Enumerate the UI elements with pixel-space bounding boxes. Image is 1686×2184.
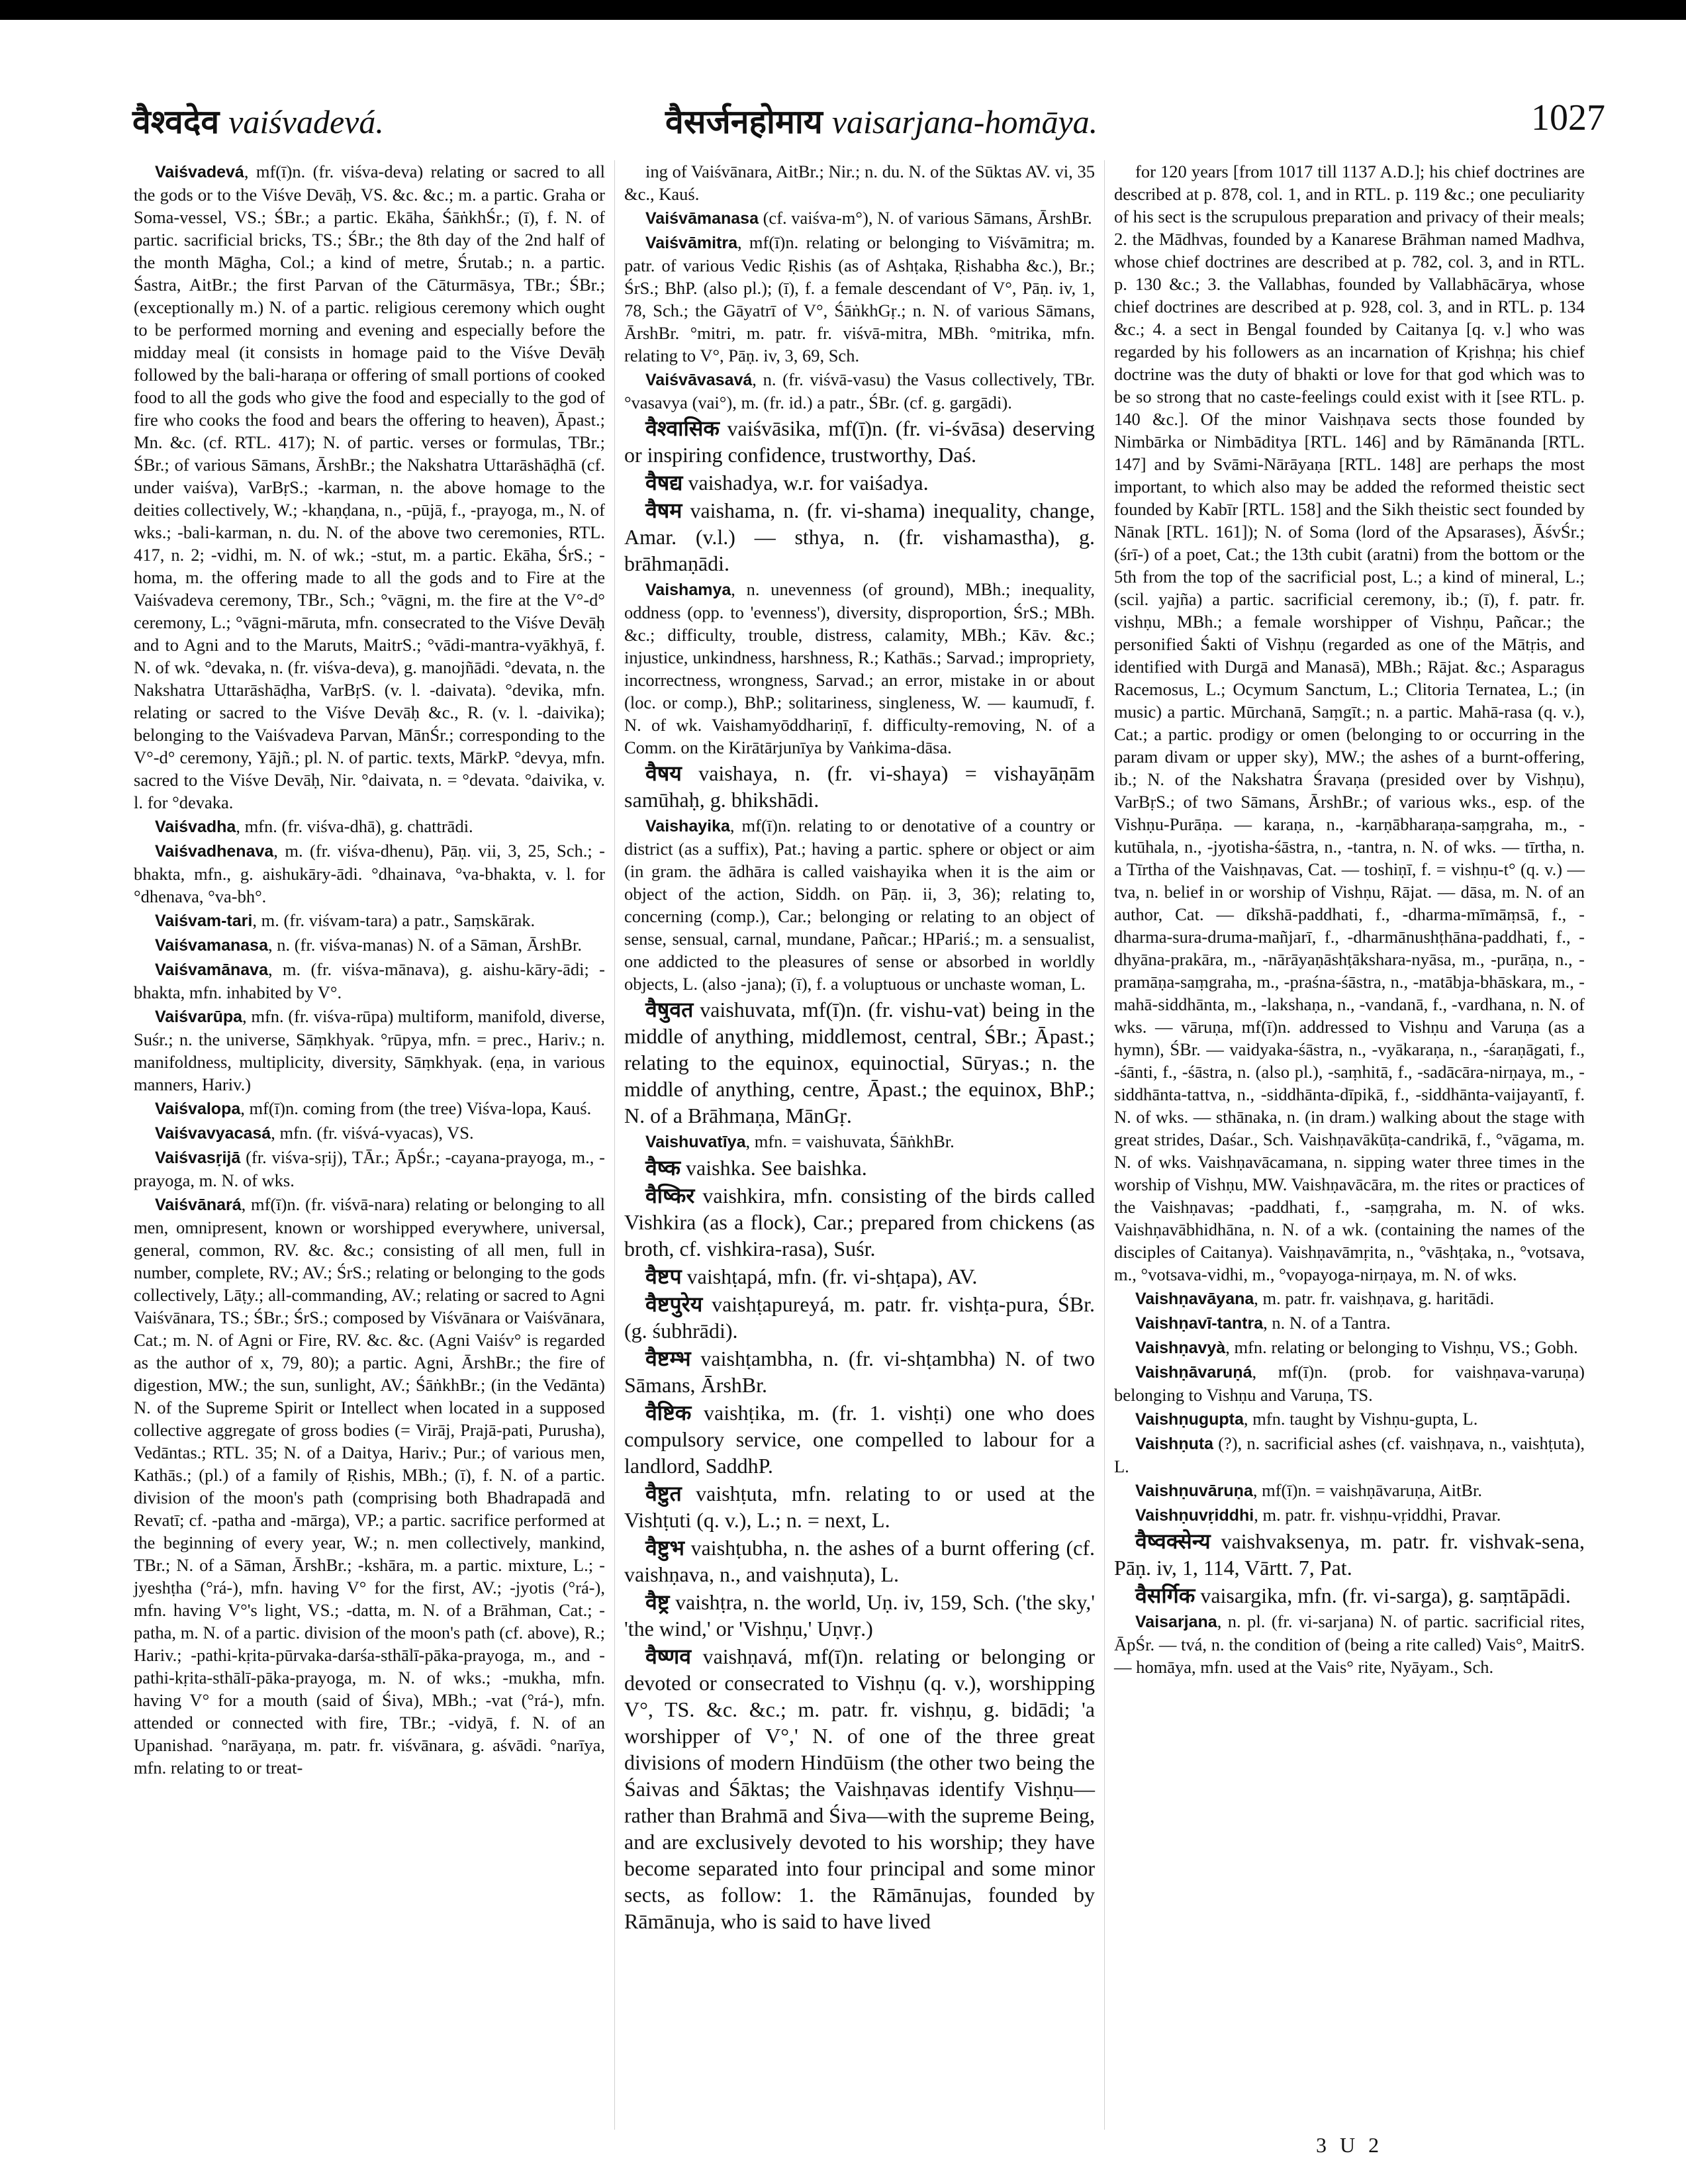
entry-definition: , mfn. relating or belonging to Vishṇu, VS.; Gobh. — [1225, 1337, 1578, 1357]
dictionary-entry — [624, 1182, 1095, 1262]
dictionary-entry — [1114, 1610, 1585, 1678]
dictionary-entry — [134, 1121, 605, 1145]
entry-headword: Vaiśvadhenava — [155, 842, 274, 861]
entry-definition: vaishṭika, m. (fr. 1. vishṭi) one who does compulsory service, one compelled to labour for a landlord, SaddhP. — [624, 1401, 1095, 1478]
entry-headword: Vaiśvadevá — [155, 163, 244, 181]
dictionary-entry — [1114, 1432, 1585, 1478]
entry-devanagari: वैसर्गिक — [1135, 1583, 1195, 1608]
entry-headword: Vaishṇuta — [1135, 1435, 1214, 1453]
dictionary-entry — [1114, 1528, 1585, 1581]
entry-definition: vaishṭubha, n. the ashes of a burnt offering (cf. vaishṇava, n., and vaishṇuta), L. — [624, 1536, 1095, 1586]
dictionary-entry — [624, 1291, 1095, 1344]
top-black-border — [0, 0, 1686, 20]
dictionary-entry — [1114, 160, 1585, 1286]
entry-definition: , mf(ī)n. coming from (the tree) Viśva-lopa, Kauś. — [240, 1098, 592, 1118]
entry-definition: , mf(ī)n. (prob. for vaishṇava-varuṇa) belonging to Vishṇu and Varuṇa, TS. — [1114, 1362, 1585, 1405]
entry-definition: , mf(ī)n. = vaishṇāvaruṇa, AitBr. — [1252, 1480, 1482, 1500]
entry-definition: vaishaya, n. (fr. vi-shaya) = vishayāṇām samūhaḥ, g. bhikshādi. — [624, 761, 1095, 812]
dictionary-entry — [134, 1097, 605, 1120]
entry-headword: Vaishṇavyà — [1135, 1339, 1226, 1357]
column-1 — [124, 160, 614, 2130]
entry-headword: Vaiśvavyacasá — [155, 1124, 271, 1143]
entry-definition: , mfn. taught by Vishṇu-gupta, L. — [1243, 1409, 1478, 1429]
entry-headword: Vaiśvarūpa — [155, 1008, 243, 1026]
entry-headword: Vaishṇugupta — [1135, 1410, 1244, 1429]
entry-headword: Vaiśvamānava — [155, 961, 268, 979]
dictionary-entry — [134, 1146, 605, 1192]
entry-definition: vaishṭambha, n. (fr. vi-shṭambha) N. of two Sāmans, ĀrshBr. — [624, 1347, 1095, 1397]
column-2 — [614, 160, 1104, 2130]
entry-definition: , m. (fr. viśvam-tara) a patr., Saṃskārak. — [252, 910, 536, 930]
dictionary-entry — [624, 1643, 1095, 1934]
entry-definition: vaishṭapureyá, m. patr. fr. vishṭa-pura, ŚBr. (g. śubhrādi). — [624, 1292, 1095, 1343]
entry-definition: vaishadya, w.r. for vaiśadya. — [682, 471, 929, 495]
dictionary-entry — [624, 415, 1095, 468]
entry-definition: , n. unevenness (of ground), MBh.; inequality, oddness (opp. to 'evenness'), diversity, disproportion, ŚrS.; MBh. &c.; difficulty, trouble, distress, calamity, MBh.; Kāv. &c.; injustice, unkindness, harshness, R.; Kathās.; Sarvad.; impropriety, incorrectness, wrongness, Sarvad.; an error, mistake in or about (loc. or comp.), BhP.; solitariness, singleness, W. — kaumudī, f. N. of wk. Vaishamyōddhariṇī, f. difficulty-removing, N. of a Comm. on the Kirātārjunīya by Vaṅkima-dāsa. — [624, 579, 1095, 757]
entry-definition: vaisargika, mfn. (fr. vi-sarga), g. saṃtāpādi. — [1195, 1584, 1571, 1607]
entry-headword: Vaiśvāmanasa — [645, 209, 759, 228]
entry-definition: , mfn. (fr. viśva-rūpa) multiform, manifold, diverse, Suśr.; n. the universe, Sāṃkhyak. °rūpya, mfn. = prec., Hariv.; n. manifoldness, multiplicity, diversity, Sāṃkhyak. (eṇa, in various manners, Hariv.) — [134, 1006, 605, 1094]
dictionary-entry — [624, 1155, 1095, 1181]
entry-headword: Vaishayika — [645, 817, 730, 835]
entry-definition: , mf(ī)n. relating to or denotative of a country or district (as a suffix), Pat.; having a partic. sphere or object or aim (in gram. the ādhāra is called vaishayika when it is the aim or object of the action, Siddh. on Pāṇ. ii, 3, 36); relating to, concerning (comp.), Car.; belonging or relating to an object of sense, sensual, carnal, mundane, Pañcar.; HPariś.; m. a sensualist, one addicted to the pleasures of sense or absorbed in worldly objects, L. (also -jana); (ī), f. a voluptuous or unchaste woman, L. — [624, 816, 1095, 994]
dictionary-entry — [1114, 1503, 1585, 1527]
entry-definition: (?), n. sacrificial ashes (cf. vaishṇava, n., vaishṭuta), L. — [1114, 1433, 1585, 1476]
entry-definition: , m. (fr. viśva-dhenu), Pāṇ. vii, 3, 25, Sch.; -bhakta, mfn., g. aishukāry-ādi. °dhainava, °va-bhakta, v. l. for °dhenava, °va-bh°. — [134, 841, 605, 906]
entry-definition: , mf(ī)n. (fr. viśva-deva) relating or sacred to all the gods or to the Viśve Devāḥ, VS. &c. &c.; m. a partic. Graha or Soma-vessel, VS.; ŚBr.; a partic. Ekāha, ŚāṅkhŚr.; (ī), f. N. of partic. sacrificial bricks, TS.; ŚBr.; the 8th day of the 2nd half of the month Māgha, Col.; a kind of metre, Śrutab.; n. a partic. Śastra, AitBr.; the first Parvan of the Cāturmāsya, TBr.; ŚBr.; (exceptionally m.) N. of a partic. religious ceremony which ought to be performed morning and evening and especially before the midday meal (it consists in homage paid to the Viśve Devāḥ followed by the bali-haraṇa or offering of small portions of cooked food to all the gods who give the food and especially to the god of fire who cooks the food and bears the offering to heaven), Āpast.; Mn. &c. (cf. RTL. 417); N. of partic. verses or formulas, TBr.; ŚBr.; of various Sāmans, ĀrshBr.; the Nakshatra Uttarāshāḍhā (cf. under vaiśva), VarBṛS.; -karman, n. the above homage to the deities collectively, W.; -khaṇḍana, n., -pūjā, f., -prayoga, m., N. of wks.; -bali-karman, n. du. N. of the above two ceremonies, RTL. 417, n. 2; -vidhi, m. N. of wk.; -stut, m. a partic. Ekāha, ŚrS.; -homa, m. the offering made to all the gods and to Fire at the Vaiśvadeva ceremony, TBr., Sch.; °vāgni, m. the fire at the V°-d° ceremony, L.; °vāgni-māruta, mfn. consecrated to the Viśve Devāḥ and to Agni and to the Maruts, MaitrS.; °vādi-mantra-vyākhyā, f. N. of wk. °devaka, n. (fr. viśva-deva), g. manojñādi. °devata, n. the Nakshatra Uttarāshāḍha, VarBṛS. (v. l. -daivata). °devika, mfn. relating or sacred to the Viśve Devāḥ &c., R. (v. l. -daivika); belonging to the Vaiśvadeva Parvan, MānŚr.; corresponding to the V°-d° ceremony, Yājñ.; pl. N. of partic. texts, MārkP. °devya, mfn. sacred to the Viśve Devāḥ, Nir. °daivata, n. = °devata. °daivika, v. l. for °devaka. — [134, 162, 605, 812]
entry-definition: , mfn. = vaishuvata, ŚāṅkhBr. — [745, 1131, 955, 1151]
entry-devanagari: वैष्टप — [645, 1264, 682, 1289]
dictionary-entry — [624, 368, 1095, 414]
entry-definition: vaishvaksenya, m. patr. fr. vishvak-sena, Pāṇ. iv, 1, 114, Vārtt. 7, Pat. — [1114, 1529, 1585, 1580]
entry-definition: , mfn. (fr. viśvá-vyacas), VS. — [271, 1123, 474, 1143]
entry-devanagari: वैषुवत — [645, 997, 694, 1022]
dictionary-entry — [624, 207, 1095, 230]
entry-devanagari: वैष्टुभ — [645, 1535, 684, 1560]
entry-devanagari: वैषम — [645, 498, 682, 523]
entry-definition: (fr. viśva-sṛij), TĀr.; ĀpŚr.; -cayana-prayoga, m., -prayoga, m. N. of wks. — [134, 1147, 605, 1190]
dictionary-entry — [134, 933, 605, 957]
dictionary-entry — [624, 1589, 1095, 1642]
entry-definition: vaishama, n. (fr. vi-shama) inequality, change, Amar. (v.l.) — sthya, n. (fr. vishamastha), g. brāhmaṇādi. — [624, 499, 1095, 575]
dictionary-entry — [134, 839, 605, 908]
entry-headword: Vaisarjana — [1135, 1613, 1217, 1631]
entry-devanagari: वैष्किर — [645, 1183, 695, 1208]
entry-devanagari: वैष्टम्भ — [645, 1346, 691, 1371]
dictionary-entry — [624, 578, 1095, 759]
dictionary-entry — [134, 958, 605, 1004]
entry-definition: , mf(ī)n. (fr. viśvā-nara) relating or belonging to all men, omnipresent, known or worshipped everywhere, universal, general, common, RV. &c. &c.; consisting of all men, full in number, complete, RV.; AV.; ŚrS.; relating or belonging to the gods collectively, Lāṭy.; all-commanding, AV.; relating or sacred to Agni Vaiśvānara, TS.; ŚBr.; ŚrS.; composed by Viśvānara or Vaiśvānara, Cat.; m. N. of Agni or Fire, RV. &c. &c. (Agni Vaiśv° is regarded as the author of x, 79, 80); a partic. Agni, ĀrshBr.; the fire of digestion, MW.; the sun, sunlight, AV.; ŚāṅkhBr.; (in the Vedānta) N. of the Supreme Spirit or Intellect when located in a supposed collective aggregate of gross bodies (= Virāj, Prajā-pati, Purusha), Vedāntas.; RTL. 35; N. of a Daitya, Hariv.; Pur.; of various men, Kathās.; (pl.) of a family of Ṛishis, MBh.; (ī), f. N. of a partic. division of the moon's path (comprising both Bhadrapadā and Revatī; cf. -patha and -mārga), VP.; a partic. sacrifice performed at the beginning of every year, W.; n. men collectively, mankind, TBr.; N. of a Sāman, ĀrshBr.; -kshāra, m. a partic. mixture, L.; -jyeshṭha (°rá-), mfn. having V° for the first, AV.; -jyotis (°rá-), mfn. having V°'s light, VS.; -datta, m. N. of a Brāhman, Cat.; -patha, m. N. of a partic. division of the moon's path (cf. above), R.; Hariv.; -pathi-kṛita-pūrvaka-darśa-sthālī-pāka-prayoga, m., and -pathi-kṛita-sthālī-pāka-prayoga, m. N. of wks.; -mukha, mfn. having V° for a mouth (said of Śiva), MBh.; -vat (°rá-), mfn. attended or connected with fire, TBr.; -vidyā, f. N. of an Upanishad. °narāyaṇa, m. patr. fr. viśvānara, g. aśvādi. °narīya, mfn. relating to or treat- — [134, 1194, 605, 1778]
middle-head-translit: vaisarjana-homāya. — [831, 103, 1098, 140]
dictionary-entry — [1114, 1287, 1585, 1310]
entry-definition: vaiśvāsika, mf(ī)n. (fr. vi-śvāsa) deserving or inspiring confidence, trustworthy, Daś. — [624, 416, 1095, 467]
dictionary-entry — [624, 1263, 1095, 1290]
entry-devanagari: वैष्ट्र — [645, 1590, 670, 1615]
signature-mark: 3 U 2 — [1316, 2133, 1383, 2157]
entry-devanagari: वैष्टिक — [645, 1400, 692, 1425]
entry-headword: Vaiśvadha — [155, 818, 236, 836]
entry-headword: Vaiśvāvasavá — [645, 371, 753, 389]
entry-definition: vaishṇavá, mf(ī)n. relating or belonging or devoted or consecrated to Vishṇu (q. v.), worshipping V°, TS. &c. &c.; m. patr. fr. vishṇu, g. bidādi; 'a worshipper of V°,' N. of one of the three great divisions of modern Hindūism (the other two being the Śaivas and Śāktas; the Vaishṇavas identify Vishṇu—rather than Brahmā and Śiva—with the supreme Being, and are exclusively devoted to his worship; they have become separated into four principal and some minor sects, as follow: 1. the Rāmānujas, founded by Rāmānuja, who is said to have lived — [624, 1644, 1095, 1933]
dictionary-entry — [1114, 1407, 1585, 1431]
dictionary-entry — [134, 160, 605, 814]
dictionary-entry — [624, 814, 1095, 995]
entry-devanagari: वैश्वासिक — [645, 416, 720, 441]
entry-devanagari: वैष्क — [645, 1155, 681, 1180]
entry-devanagari: वैषय — [645, 761, 682, 786]
dictionary-entry — [1114, 1582, 1585, 1609]
dictionary-entry — [624, 760, 1095, 813]
entry-headword: Vaiśvam-tari — [155, 912, 253, 930]
entry-definition: , m. patr. fr. vishṇu-vṛiddhi, Pravar. — [1254, 1505, 1501, 1525]
dictionary-entry — [624, 497, 1095, 577]
dictionary-entry — [1114, 1336, 1585, 1359]
entry-headword: Vaishṇāvaruṇá — [1135, 1363, 1252, 1382]
dictionary-entry — [624, 1480, 1095, 1533]
dictionary-entry — [134, 1005, 605, 1096]
entry-definition: , m. (fr. viśva-mānava), g. aishu-kāry-ādi; -bhakta, mfn. inhabited by V°. — [134, 959, 605, 1002]
entry-headword: Vaishṇavī-tantra — [1135, 1314, 1264, 1333]
entry-definition: for 120 years [from 1017 till 1137 A.D.]; his chief doctrines are described at p. 878, col. 1, and in RTL. p. 119 &c.; one peculiarity of his sect is the scrupulous preparation and privacy of their meals; 2. the Mādhvas, founded by a Kanarese Brāhman named Madhva, whose chief doctrines are described at p. 782, col. 3, and in RTL. p. 130 &c.; 3. the Vallabhas, founded by Vallabhācārya, whose chief doctrines are described at p. 928, col. 3, and in RTL. p. 134 &c.; 4. a sect in Bengal founded by Caitanya [q. v.] who was regarded by his followers as an incarnation of Kṛishṇa; his chief doctrine was the duty of bhakti or love for that god which was to be so strong that no caste-feelings could exist with it [see RTL. p. 140 &c.]. Of the minor Vaishṇava sects those founded by Nimbārka or Nimbāditya [RTL. 146] and by Rāmānanda [RTL. 147] and by Svāmi-Nārāyaṇa [RTL. 148] are perhaps the most important, to which also may be added the reformed theistic sect founded by Kabīr [RTL. 158] and the Sikh theistic sect founded by Nānak [RTL. 161]); N. of Soma (lord of the Apsarases), ĀśvŚr.; (śrī-) of a poet, Cat.; the 13th cubit (aratni) from the bottom or the 5th from the top of the sacrificial post, L.; a kind of mineral, L.; (scil. yajña) a partic. sacrificial ceremony, ib.; (ī), f. patr. fr. vishṇu, MBh.; a female worshipper of Vishṇu, Pañcar.; the personified Śakti of Vishṇu (regarded as one of the Mātṛis, and identified with Durgā and Manasā), MBh.; Rājat. &c.; Asparagus Racemosus, L.; Ocymum Sanctum, L.; Clitoria Ternatea, L.; (in music) a partic. Mūrchanā, Saṃgīt.; n. a partic. Mahā-rasa (q. v.), Cat.; a partic. prodigy or omen (belonging to or occurring in the param divam or upper sky), MW.; the ashes of a burnt-offering, ib.; N. of the Nakshatra Śravaṇa (presided over by Vishṇu), VarBṛS.; of two Sāmans, ĀrshBr.; of various wks., esp. of the Vishṇu-Purāṇa. — karaṇa, n., -karṇābharaṇa-saṃgraha, m., -kutūhala, n., -jyotisha-śāstra, n., -tantra, n. N. of wks. — tīrtha, n. a Tīrtha of the Vaishṇavas, Cat. — toshiṇī, f. = vishṇu-t° (q. v.) — tva, n. belief in or worship of Vishṇu, Rājat. — dāsa, m. N. of an author, Cat. — dīkshā-paddhati, f., -dharma-mīmāṃsā, f., -dharma-sura-druma-mañjarī, f., -dharmānushṭhāna-paddhati, f., -dhyāna-prakāra, m., -nārāyaṇāshṭākshara-nyāsa, m., -purāṇa, n., -pramāṇa-saṃgraha, m., -praśna-śāstra, n., -matābja-bhāskara, m., -mahā-siddhānta, m., -lakshaṇa, n., -vandanā, f., -vardhana, n. N. of wks. — vāruṇa, mf(ī)n. addressed to Vishṇu and Varuṇa (as a hymn), ŚBr. — vaidyaka-śāstra, n., -vyākaraṇa, n., -śaraṇāgati, f., -śānti, f., -śāstra, n. (also pl.), -saṃhitā, f., -sadācāra-nirṇaya, m., -siddhānta-tattva, n., -siddhānta-dīpikā, f., -siddhānta-vaijayantī, f. N. of wks. — sthānaka, n. (in dram.) walking about the stage with great strides, Daśar., Sch. Vaishṇavākūṭa-candrikā, f., °vāgama, m. N. of wks. Vaishṇavācamana, n. sipping water three times in the worship of Vishṇu, MW. Vaishṇavācāra, m. the rites or practices of the Vaishṇavas; -paddhati, f., -saṃgraha, m. N. of wks. Vaishṇavābhidhāna, n. N. of a wk. (containing the names of the disciples of Caitanya). Vaishṇavāmṛita, n., °vāshṭaka, n., °votsava, m., °votsava-vidhi, m., °vopayoga-nirṇaya, m. N. of wks. — [1114, 162, 1585, 1284]
entry-devanagari: वैष्वक्सेन्य — [1135, 1529, 1211, 1554]
dictionary-entry — [624, 469, 1095, 496]
dictionary-columns — [124, 160, 1594, 2130]
dictionary-entry — [624, 996, 1095, 1129]
entry-headword: Vaishṇuvāruṇa — [1135, 1482, 1253, 1500]
entry-definition: vaishṭapá, mfn. (fr. vi-shṭapa), AV. — [681, 1264, 978, 1288]
dictionary-entry — [624, 1345, 1095, 1398]
entry-headword: Vaiśvānará — [155, 1196, 242, 1214]
dictionary-entry — [624, 1400, 1095, 1479]
entry-definition: , m. patr. fr. vaishṇava, g. haritādi. — [1254, 1288, 1495, 1308]
entry-devanagari: वैष्टुत — [645, 1481, 682, 1506]
left-head-translit: vaiśvadevá. — [228, 103, 384, 140]
entry-definition: , n. (fr. viśva-manas) N. of a Sāman, ĀrshBr. — [267, 935, 582, 955]
dictionary-entry — [1114, 1479, 1585, 1502]
entry-headword: Vaishamya — [645, 581, 731, 599]
entry-definition: vaishkira, mfn. consisting of the birds called Vishkira (as a flock), Car.; prepared from chickens (as broth, cf. vishkira-rasa), Suśr. — [624, 1184, 1095, 1260]
dictionary-entry — [1114, 1311, 1585, 1335]
entry-definition: , n. (fr. viśvā-vasu) the Vasus collectively, TBr. °vasavya (vai°), m. (fr. id.) a patr., ŚBr. (cf. g. gargādi). — [624, 369, 1095, 412]
entry-definition: , n. N. of a Tantra. — [1263, 1313, 1391, 1333]
dictionary-entry — [134, 909, 605, 932]
entry-definition: vaishṭra, n. the world, Uṇ. iv, 159, Sch. ('the sky,' 'the wind,' or 'Vishṇu,' Uṇvṛ.) — [624, 1590, 1095, 1640]
middle-running-head — [665, 98, 1098, 143]
left-head-devanagari: वैश्वदेव — [132, 103, 220, 141]
entry-devanagari: वैष्टपुरेय — [645, 1292, 703, 1317]
dictionary-entry — [624, 160, 1095, 205]
entry-headword: Vaiśvamanasa — [155, 936, 268, 955]
page-header — [66, 98, 1620, 151]
page-number: 1027 — [1531, 97, 1605, 138]
left-running-head — [132, 98, 384, 143]
dictionary-entry — [1114, 1360, 1585, 1406]
dictionary-entry — [624, 1130, 1095, 1153]
entry-headword: Vaishṇuvṛiddhi — [1135, 1506, 1254, 1525]
entry-headword: Vaishṇavāyana — [1135, 1290, 1254, 1308]
entry-definition: vaishka. See baishka. — [680, 1156, 867, 1180]
entry-devanagari: वैषद्य — [645, 470, 683, 495]
column-3 — [1104, 160, 1594, 2130]
entry-headword: Vaiśvalopa — [155, 1100, 241, 1118]
entry-headword: Vaiśvasṛijā — [155, 1149, 241, 1167]
entry-definition: (cf. vaiśva-m°), N. of various Sāmans, ĀrshBr. — [758, 208, 1092, 228]
entry-definition: , mfn. (fr. viśva-dhā), g. chattrādi. — [236, 816, 473, 836]
entry-definition: , mf(ī)n. relating or belonging to Viśvāmitra; m. patr. of various Vedic Ṛishis (as of Ashṭaka, Ṛishabha &c.), Br.; ŚrS.; BhP. (also pl.); (ī), f. a female descendant of V°, Pāṇ. iv, 1, 78, Sch.; the Gāyatrī of V°, ŚāṅkhGṛ.; n. N. of various Sāmans, ĀrshBr. °mitri, m. patr. fr. viśvā-mitra, MBh. °mitrika, mfn. relating to V°, Pāṇ. iv, 3, 69, Sch. — [624, 232, 1095, 365]
dictionary-entry — [624, 1535, 1095, 1588]
dictionary-entry — [624, 231, 1095, 367]
entry-definition: vaishṭuta, mfn. relating to or used at the Vishṭuti (q. v.), L.; n. = next, L. — [624, 1482, 1095, 1532]
entry-devanagari: वैष्णव — [645, 1644, 692, 1669]
entry-headword: Vaiśvāmitra — [645, 234, 737, 252]
dictionary-entry — [134, 1193, 605, 1779]
middle-head-devanagari: वैसर्जनहोमाय — [665, 103, 823, 141]
entry-definition: vaishuvata, mf(ī)n. (fr. vishu-vat) being in the middle of anything, middlemost, central, ŚBr.; Āpast.; relating to the equinox, equinoctial, Sūryas.; n. the middle of anything, centre, Āpast.; the equinox, BhP.; N. of a Brāhmaṇa, MānGṛ. — [624, 998, 1095, 1127]
entry-definition: ing of Vaiśvānara, AitBr.; Nir.; n. du. N. of the Sūktas AV. vi, 35 &c., Kauś. — [624, 162, 1095, 204]
entry-definition: , n. pl. (fr. vi-sarjana) N. of partic. sacrificial rites, ĀpŚr. — tvá, n. the condition of (being a rite called) Vais°, MaitrS. — homāya, mfn. used at the Vais° rite, Nyāyam., Sch. — [1114, 1611, 1585, 1677]
entry-headword: Vaishuvatīya — [645, 1133, 746, 1151]
dictionary-entry — [134, 815, 605, 838]
